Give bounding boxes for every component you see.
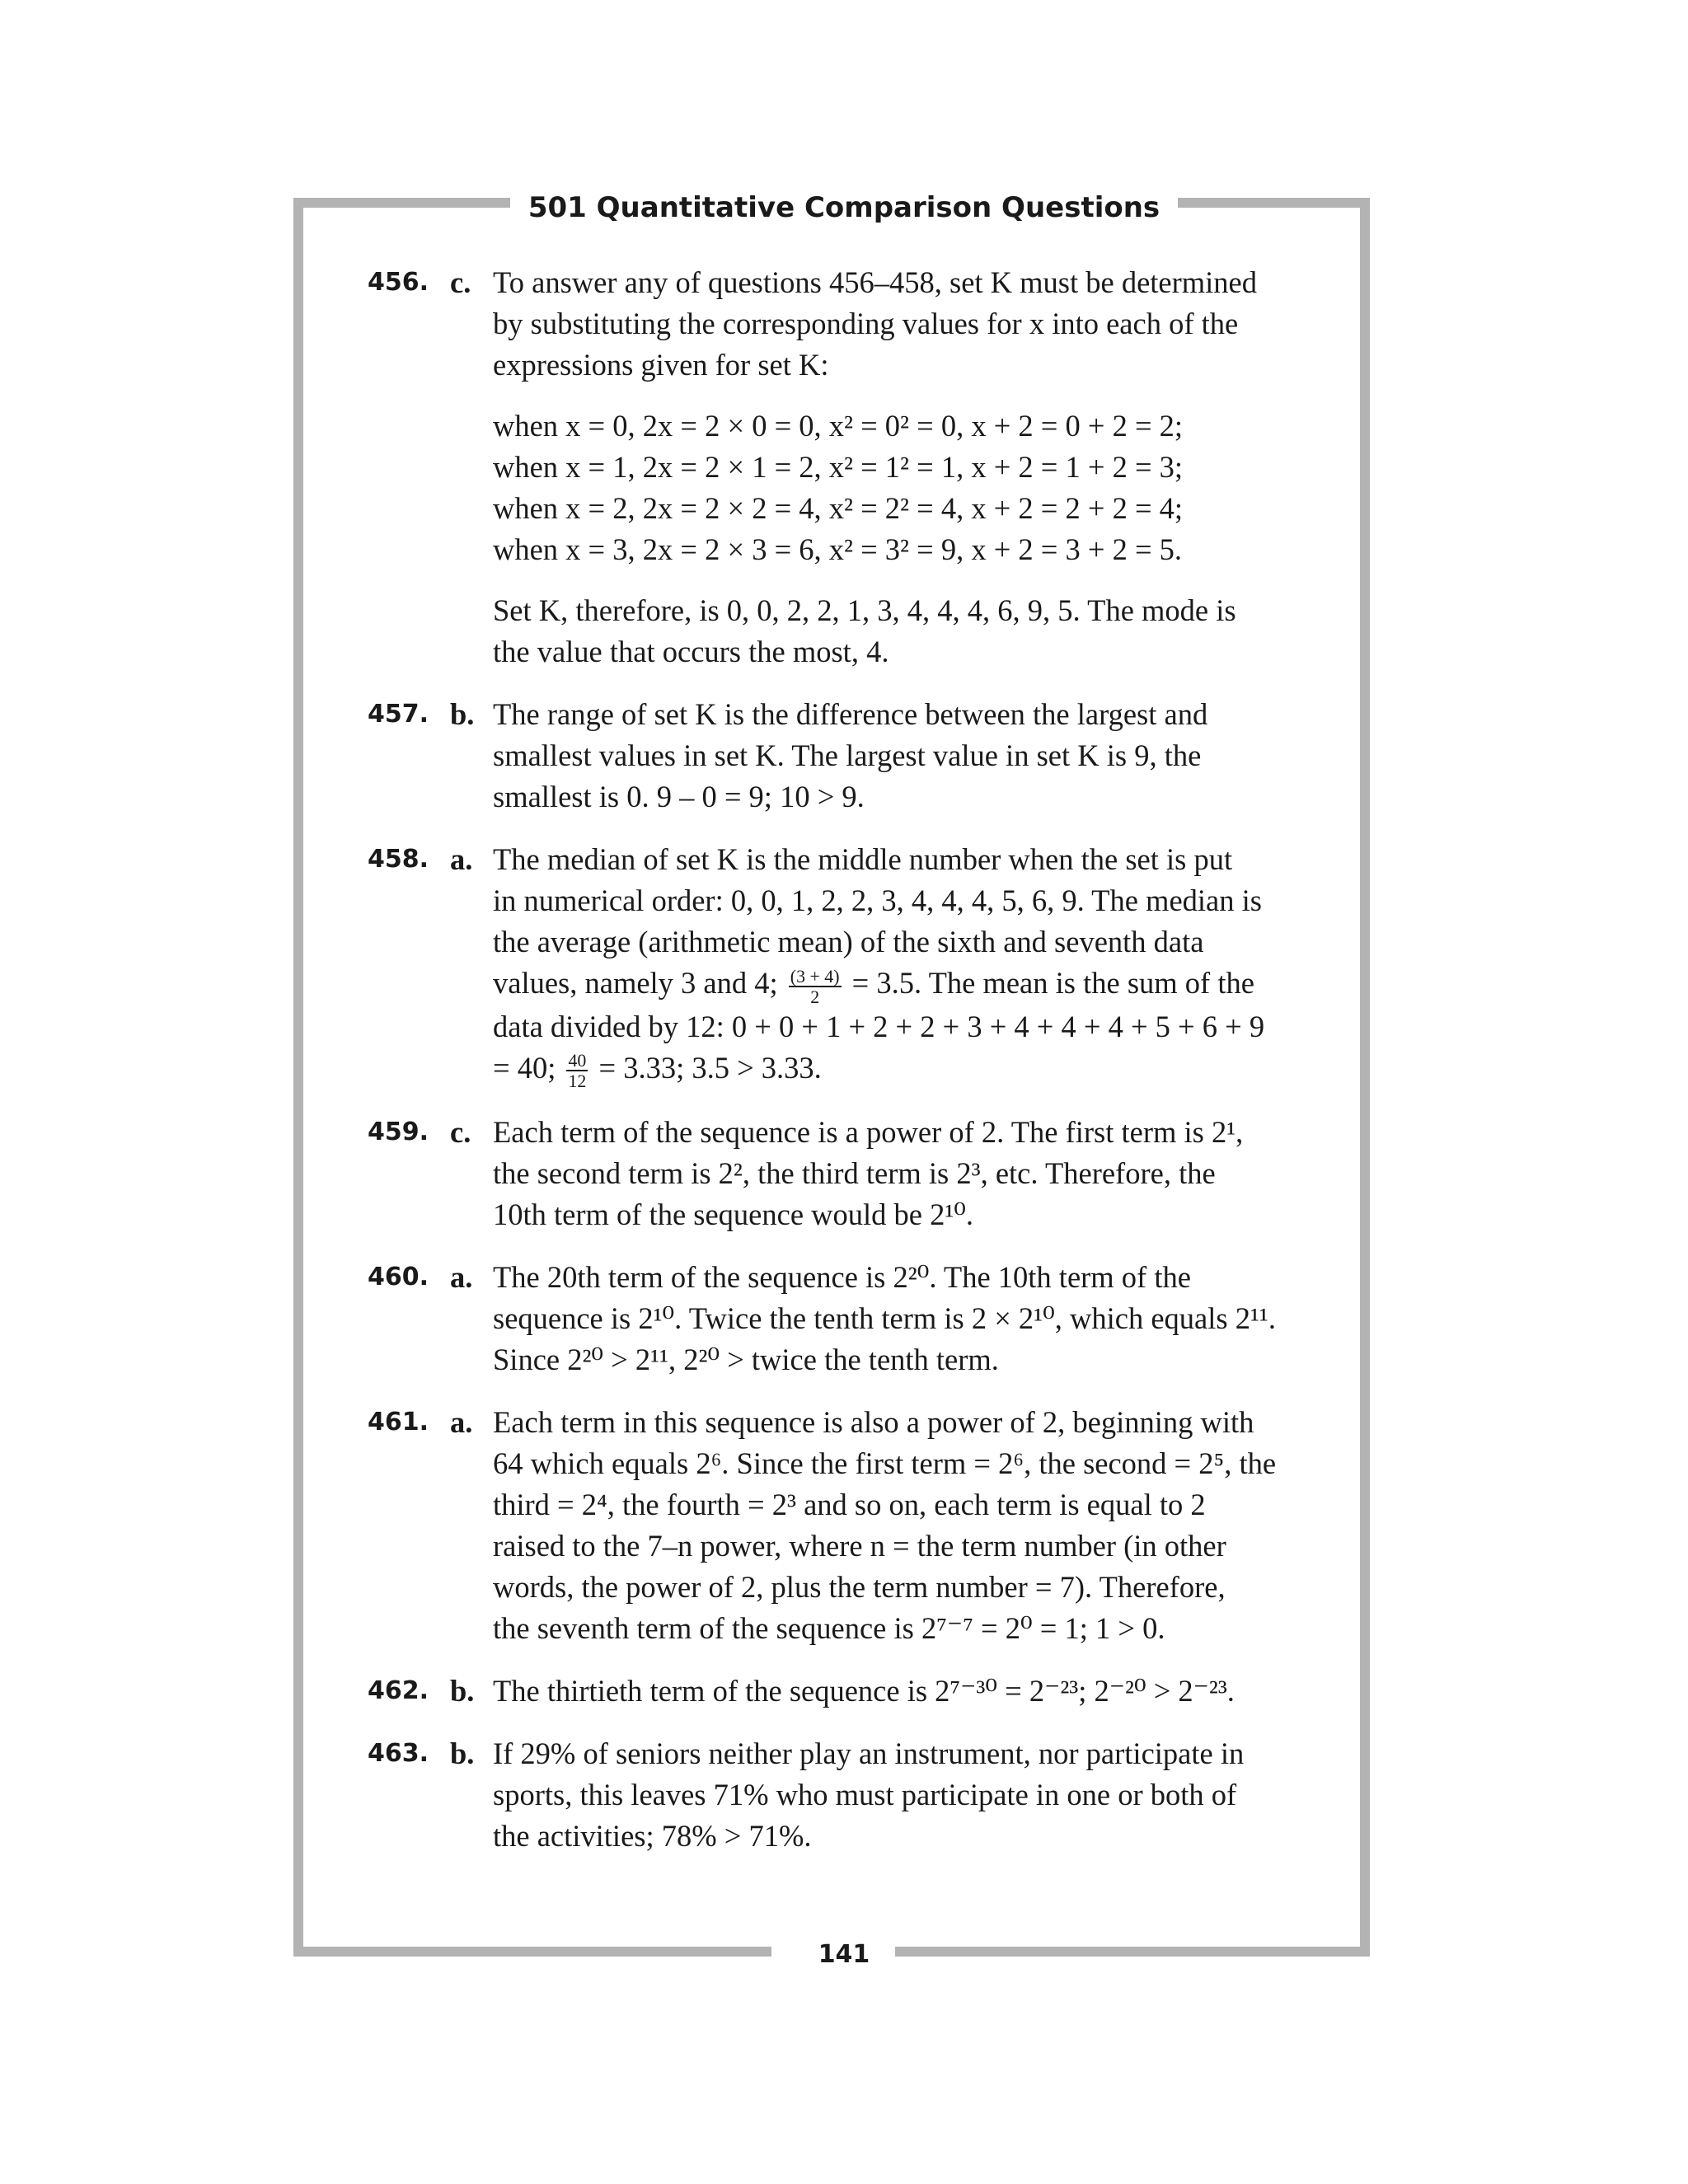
text-line: when x = 1, 2x = 2 × 1 = 2, x² = 1² = 1, x + 2 = 1 + 2 = 3; [493,450,1184,484]
answer-460 [368,1257,1324,1380]
frame-right [1360,198,1370,1957]
answer-461 [368,1402,1324,1649]
answer-463 [368,1733,1324,1857]
answer-458 [368,839,1324,1090]
text-line: when x = 0, 2x = 2 × 0 = 0, x² = 0² = 0, x + 2 = 0 + 2 = 2; [493,409,1184,443]
answer-459 [368,1112,1324,1235]
running-header [0,186,1688,229]
text-line-with-fraction [493,1047,1324,1091]
answer-letter: b. [450,697,475,731]
answer-number: 456. [368,268,429,297]
header-title: 501 Quantitative Comparison Questions [510,191,1178,224]
text-line: Each term in this sequence is also a power of 2, beginning with [493,1405,1254,1440]
text-segment: = 3.33; 3.5 > 3.33. [598,1050,822,1085]
text-line-with-fraction [493,963,1324,1006]
text-line: when x = 2, 2x = 2 × 2 = 4, x² = 2² = 4, x + 2 = 2 + 2 = 4; [493,491,1184,525]
answer-letter: c. [450,1115,471,1150]
text-line: If 29% of seniors neither play an instrument, nor participate in [493,1736,1245,1771]
text-line: data divided by 12: 0 + 0 + 1 + 2 + 2 + 3 + 4 + 4 + 4 + 5 + 6 + 9 [493,1009,1265,1043]
text-line: raised to the 7–n power, where n = the term number (in other [493,1529,1226,1563]
page-footer [0,1935,1688,1975]
text-line: Since 2²⁰ > 2¹¹, 2²⁰ > twice the tenth term. [493,1343,999,1377]
text-segment: = 3.5. The mean is the sum of the [851,966,1254,1000]
text-line: expressions given for set K: [493,348,829,382]
answer-letter: b. [450,1674,475,1708]
text-segment: values, namely 3 and 4; [493,966,778,1000]
answer-number: 457. [368,700,429,729]
text-line: smallest is 0. 9 – 0 = 9; 10 > 9. [493,780,865,813]
answer-number: 459. [368,1118,429,1147]
answer-number: 462. [368,1676,429,1706]
answer-text [493,1671,1324,1712]
answer-letter: a. [450,1260,473,1295]
text-line: the average (arithmetic mean) of the sixth and seventh data [493,925,1204,958]
answer-letter: b. [450,1736,475,1771]
text-line: sports, this leaves 71% who must participate in one or both of [493,1778,1237,1812]
answer-number: 463. [368,1739,429,1769]
fraction [789,967,842,1006]
text-line: sequence is 2¹⁰. Twice the tenth term is 2 × 2¹⁰, which equals 2¹¹. [493,1301,1276,1336]
text-line: when x = 3, 2x = 2 × 3 = 6, x² = 3² = 9, x + 2 = 3 + 2 = 5. [493,532,1183,566]
text-segment: = 40; [493,1050,556,1085]
frame-left [293,198,303,1957]
text-line: The median of set K is the middle number when the set is put [493,842,1233,876]
answer-462 [368,1671,1324,1712]
answer-letter: c. [450,265,471,299]
text-line: smallest values in set K. The largest value in set K is 9, the [493,738,1202,772]
answer-text [493,839,1324,1090]
page-number: 141 [799,1940,890,1969]
answer-456 [368,262,1324,673]
text-line: To answer any of questions 456–458, set K must be determined [493,265,1258,299]
answer-number: 458. [368,845,429,874]
text-line: The range of set K is the difference between the largest and [493,697,1208,731]
text-line: the value that occurs the most, 4. [493,635,889,668]
answer-text [493,262,1324,386]
text-line: in numerical order: 0, 0, 1, 2, 2, 3, 4, 4, 4, 5, 6, 9. The median is [493,883,1262,917]
substitution-lines [493,405,1324,570]
text-line: Set K, therefore, is 0, 0, 2, 2, 1, 3, 4, 4, 4, 6, 9, 5. The mode is [493,593,1236,627]
text-line: words, the power of 2, plus the term number = 7). Therefore, [493,1570,1226,1605]
answer-text [493,694,1324,818]
text-line: 10th term of the sequence would be 2¹⁰. [493,1197,974,1232]
answer-letter: a. [450,842,473,876]
answer-number: 460. [368,1263,429,1292]
answer-number: 461. [368,1408,429,1437]
text-line: the second term is 2², the third term is 2³, etc. Therefore, the [493,1156,1216,1191]
text-line: The 20th term of the sequence is 2²⁰. The 10th term of the [493,1260,1191,1295]
fraction [566,1051,588,1090]
answer-text [493,1733,1324,1857]
text-line: the seventh term of the sequence is 2⁷⁻⁷ = 2⁰ = 1; 1 > 0. [493,1611,1165,1646]
answer-conclusion [493,590,1324,673]
fraction-denominator: 12 [568,1071,587,1092]
fraction-denominator: 2 [810,986,820,1007]
text-line: the activities; 78% > 71%. [493,1819,812,1854]
answer-text [493,1112,1324,1235]
fraction-numerator: 40 [568,1050,587,1071]
text-line: third = 2⁴, the fourth = 2³ and so on, each term is equal to 2 [493,1488,1206,1522]
answer-text [493,1402,1324,1649]
fraction-numerator: (3 + 4) [790,965,840,987]
answer-list [368,262,1324,1878]
text-line: by substituting the corresponding values for x into each of the [493,307,1239,340]
text-line: Each term of the sequence is a power of 2. The first term is 2¹, [493,1115,1244,1150]
text-line: 64 which equals 2⁶. Since the first term = 2⁶, the second = 2⁵, the [493,1446,1277,1481]
answer-letter: a. [450,1405,473,1440]
text-line: The thirtieth term of the sequence is 2⁷⁻³⁰ = 2⁻²³; 2⁻²⁰ > 2⁻²³. [493,1674,1235,1708]
answer-457 [368,694,1324,818]
answer-text [493,1257,1324,1380]
